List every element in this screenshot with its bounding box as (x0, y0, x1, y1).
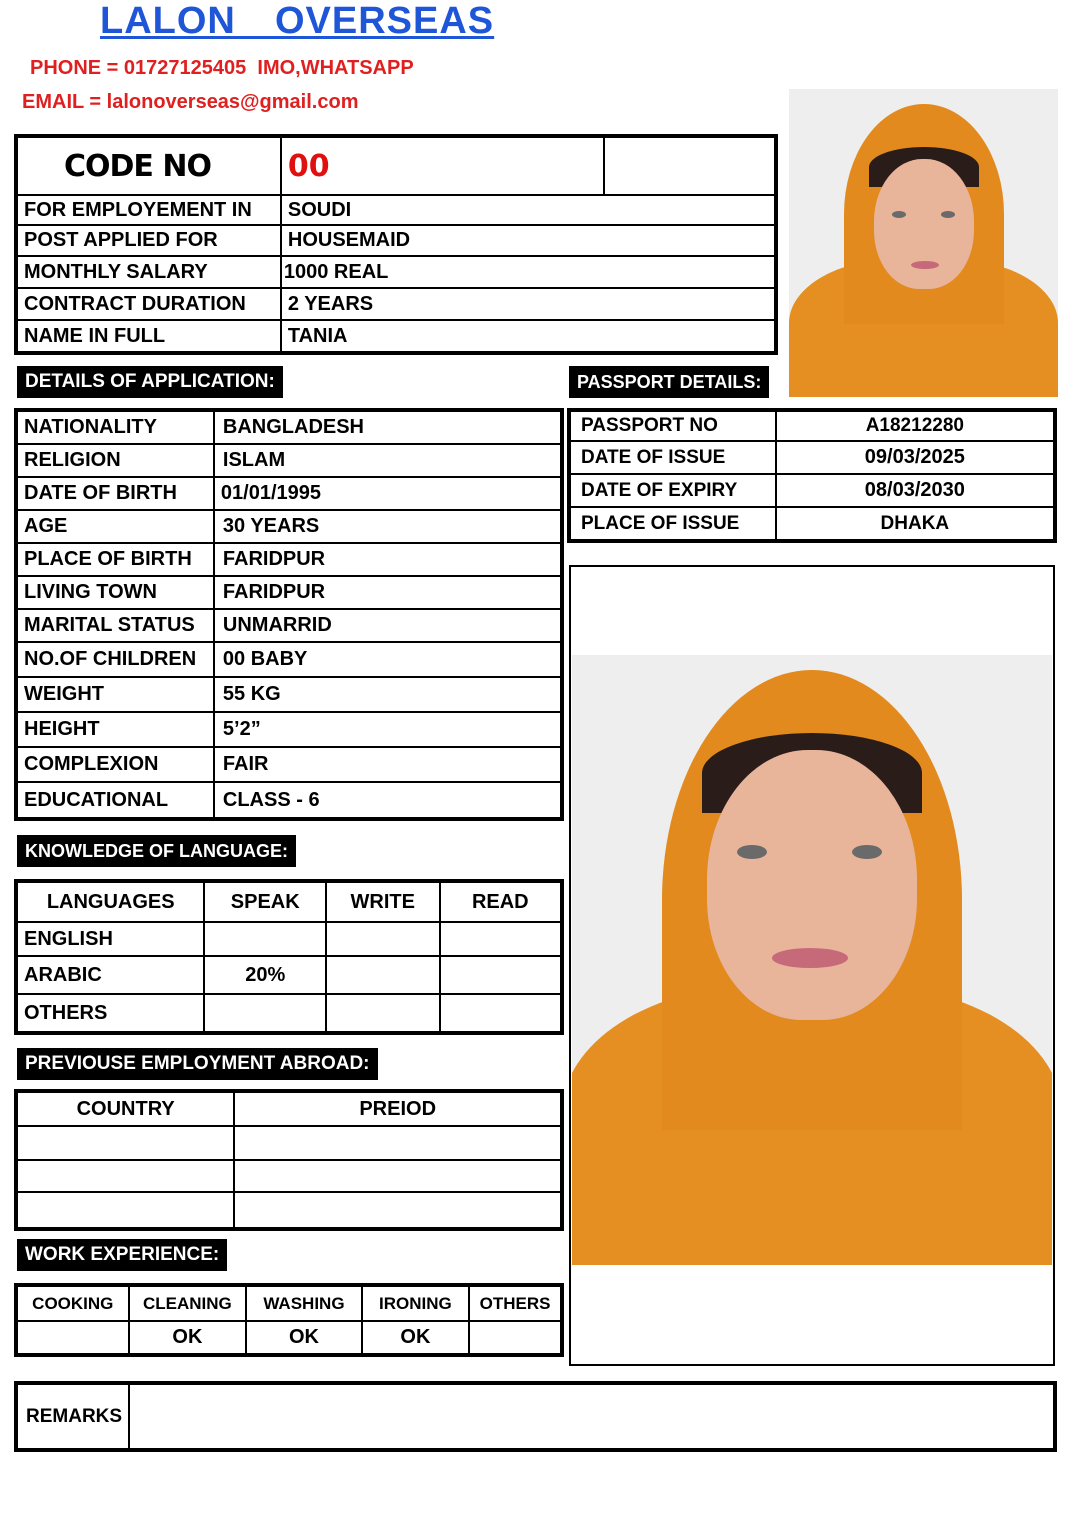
work-header: CLEANING (129, 1286, 247, 1321)
remarks-value (129, 1384, 1054, 1449)
detail-label: AGE (17, 510, 214, 543)
employment-value: SOUDI (281, 195, 775, 225)
language-header: WRITE (326, 882, 440, 922)
language-name: ENGLISH (17, 922, 204, 956)
detail-label: PLACE OF BIRTH (17, 543, 214, 576)
detail-value: BANGLADESH (214, 411, 561, 444)
passport-value: DHAKA (776, 507, 1054, 540)
passport-label: DATE OF ISSUE (570, 441, 776, 474)
detail-value: UNMARRID (214, 609, 561, 642)
detail-label: COMPLEXION (17, 747, 214, 782)
remarks-label: REMARKS (17, 1384, 129, 1449)
passport-value: 09/03/2025 (776, 441, 1054, 474)
passport-label: PASSPORT NO (570, 411, 776, 441)
language-name: OTHERS (17, 994, 204, 1032)
salary-label: MONTHLY SALARY (17, 256, 281, 288)
detail-label: EDUCATIONAL (17, 782, 214, 818)
work-header: OTHERS (469, 1286, 561, 1321)
code-label: CODE NO (17, 137, 281, 195)
post-label: POST APPLIED FOR (17, 225, 281, 256)
language-header: LANGUAGES (17, 882, 204, 922)
work-heading: WORK EXPERIENCE: (17, 1239, 227, 1271)
detail-value: 55 KG (214, 677, 561, 712)
applicant-photo-small (789, 89, 1058, 397)
detail-label: WEIGHT (17, 677, 214, 712)
work-table (16, 1285, 562, 1355)
passport-label: PLACE OF ISSUE (570, 507, 776, 540)
detail-label: LIVING TOWN (17, 576, 214, 609)
detail-label: MARITAL STATUS (17, 609, 214, 642)
contract-value: 2 YEARS (281, 288, 775, 320)
work-header: IRONING (362, 1286, 469, 1321)
language-speak (204, 922, 326, 956)
language-read (440, 922, 561, 956)
name-value: TANIA (281, 320, 775, 352)
detail-value: FARIDPUR (214, 576, 561, 609)
detail-value: FAIR (214, 747, 561, 782)
passport-value: 08/03/2030 (776, 474, 1054, 507)
code-empty-cell (604, 137, 775, 195)
details-heading: DETAILS OF APPLICATION: (17, 366, 283, 398)
detail-value: 00 BABY (214, 642, 561, 677)
code-value: 00 (281, 137, 604, 195)
top-info-table (16, 136, 776, 353)
work-value (469, 1321, 561, 1354)
previous-header: COUNTRY (17, 1092, 234, 1126)
detail-value: FARIDPUR (214, 543, 561, 576)
language-write (326, 956, 440, 994)
previous-cell (17, 1126, 234, 1160)
phone-line: PHONE = 01727125405 IMO,WHATSAPP (30, 57, 414, 79)
work-header: WASHING (246, 1286, 361, 1321)
previous-cell (234, 1192, 561, 1228)
contract-label: CONTRACT DURATION (17, 288, 281, 320)
detail-value: CLASS - 6 (214, 782, 561, 818)
passport-heading: PASSPORT DETAILS: (569, 366, 769, 398)
passport-value: A18212280 (776, 411, 1054, 441)
detail-label: NATIONALITY (17, 411, 214, 444)
applicant-photo-large (572, 655, 1052, 1265)
previous-cell (17, 1192, 234, 1228)
language-header: READ (440, 882, 561, 922)
detail-value: ISLAM (214, 444, 561, 477)
language-write (326, 922, 440, 956)
previous-header: PREIOD (234, 1092, 561, 1126)
work-value: OK (362, 1321, 469, 1354)
remarks-table (16, 1383, 1055, 1450)
details-table (16, 410, 562, 819)
language-name: ARABIC (17, 956, 204, 994)
post-value: HOUSEMAID (281, 225, 775, 256)
previous-cell (234, 1160, 561, 1192)
language-header: SPEAK (204, 882, 326, 922)
language-speak: 20% (204, 956, 326, 994)
language-write (326, 994, 440, 1032)
detail-value: 5’2” (214, 712, 561, 747)
name-label: NAME IN FULL (17, 320, 281, 352)
language-read (440, 994, 561, 1032)
detail-label: DATE OF BIRTH (17, 477, 214, 510)
salary-value: 1000 REAL (281, 256, 775, 288)
detail-value: 01/01/1995 (214, 477, 561, 510)
passport-table (569, 410, 1055, 541)
detail-label: HEIGHT (17, 712, 214, 747)
passport-label: DATE OF EXPIRY (570, 474, 776, 507)
work-value (17, 1321, 129, 1354)
previous-cell (234, 1126, 561, 1160)
detail-label: RELIGION (17, 444, 214, 477)
previous-cell (17, 1160, 234, 1192)
work-header: COOKING (17, 1286, 129, 1321)
employment-label: FOR EMPLOYEMENT IN (17, 195, 281, 225)
language-heading: KNOWLEDGE OF LANGUAGE: (17, 835, 296, 867)
company-title: LALON OVERSEAS (100, 0, 495, 42)
work-value: OK (246, 1321, 361, 1354)
language-speak (204, 994, 326, 1032)
previous-heading: PREVIOUSE EMPLOYMENT ABROAD: (17, 1048, 378, 1080)
detail-label: NO.OF CHILDREN (17, 642, 214, 677)
detail-value: 30 YEARS (214, 510, 561, 543)
language-read (440, 956, 561, 994)
previous-table (16, 1091, 562, 1229)
email-line: EMAIL = lalonoverseas@gmail.com (22, 91, 359, 113)
language-table (16, 881, 562, 1033)
work-value: OK (129, 1321, 247, 1354)
